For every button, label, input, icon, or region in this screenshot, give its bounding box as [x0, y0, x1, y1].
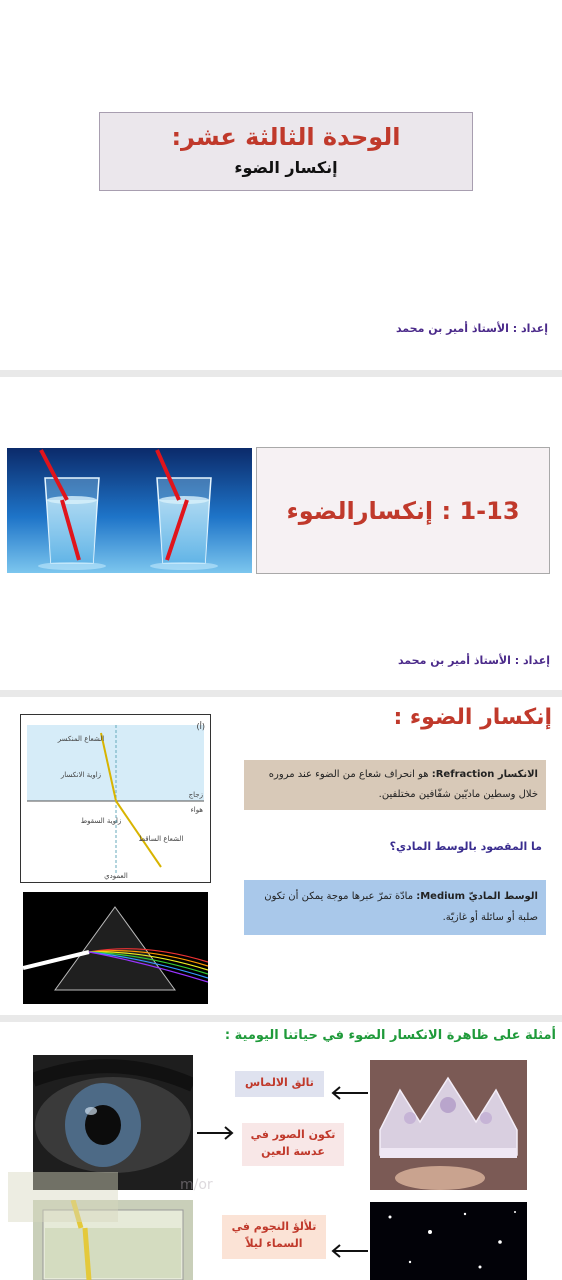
diagram-panel-label: (أ) [196, 722, 205, 731]
diagram-refracted-ray-label: الشعاع المنكسر [57, 735, 105, 743]
unit-subtitle: إنكسار الضوء [234, 158, 338, 177]
unit-title-box [99, 112, 473, 191]
medium-definition-box [244, 880, 546, 935]
slide-unit-title [0, 0, 562, 370]
slide-title: إنكسار الضوء : [393, 705, 552, 730]
crown-photo [370, 1060, 527, 1190]
refraction-diagram [20, 714, 211, 883]
slide-refraction-examples [0, 1022, 562, 1280]
slide-section-title [0, 377, 562, 690]
author-credit: إعداد : الأستاذ أمير بن محمد [397, 654, 550, 667]
watermark-overlay [8, 1172, 118, 1222]
prism-dispersion-image [23, 892, 208, 1004]
slide-refraction-definition [0, 697, 562, 1015]
diagram-incidence-angle-label: زاوية السقوط [80, 817, 122, 825]
diagram-air-label: هواء [190, 806, 203, 814]
label-star-twinkle: تلألؤ النجوم في السماء ليلاً [222, 1215, 326, 1259]
refraction-term: الانكسار Refraction: [431, 769, 538, 780]
arrow-right-icon [195, 1126, 235, 1140]
watermark-text: m/or [180, 1177, 213, 1193]
refraction-definition-box [244, 760, 546, 810]
diagram-glass-label: زجاج [188, 791, 203, 799]
author-credit: إعداد : الأستاذ أمير بن محمد [395, 322, 548, 335]
medium-term: الوسط الماديّ Medium: [416, 891, 538, 902]
arrow-left-icon [330, 1086, 370, 1100]
diagram-incident-ray-label: الشعاع الساقط [138, 835, 184, 843]
eye-photo [33, 1055, 193, 1190]
medium-definition-text: مادّة تمرّ عبرها موجة يمكن أن تكون صلبة أو سائلة أو غازيّة. [264, 891, 538, 923]
glasses-straw-photo [7, 448, 252, 573]
night-stars-photo [370, 1202, 527, 1280]
section-title-box [256, 447, 550, 574]
section-title: 1-13 : إنكسارالضوء [286, 496, 520, 525]
refraction-definition-text: هو انحراف شعاع من الضوء عند مروره خلال وسطين ماديّين شفّافين مختلفين. [268, 769, 538, 800]
diagram-normal-label: العمودي [104, 872, 128, 880]
label-diamond-sparkle: تالق الالماس [235, 1071, 324, 1097]
medium-question: ما المقصود بالوسط المادي؟ [389, 840, 542, 853]
arrow-left-icon [330, 1244, 370, 1258]
label-eye-lens-image: تكون الصور في عدسة العين [242, 1123, 344, 1166]
examples-title: أمثلة على ظاهرة الانكسار الضوء في حياتنا اليومية : [224, 1028, 556, 1043]
unit-title: الوحدة الثالثة عشر: [171, 123, 401, 151]
diagram-refraction-angle-label: زاوية الانكسار [60, 771, 102, 779]
